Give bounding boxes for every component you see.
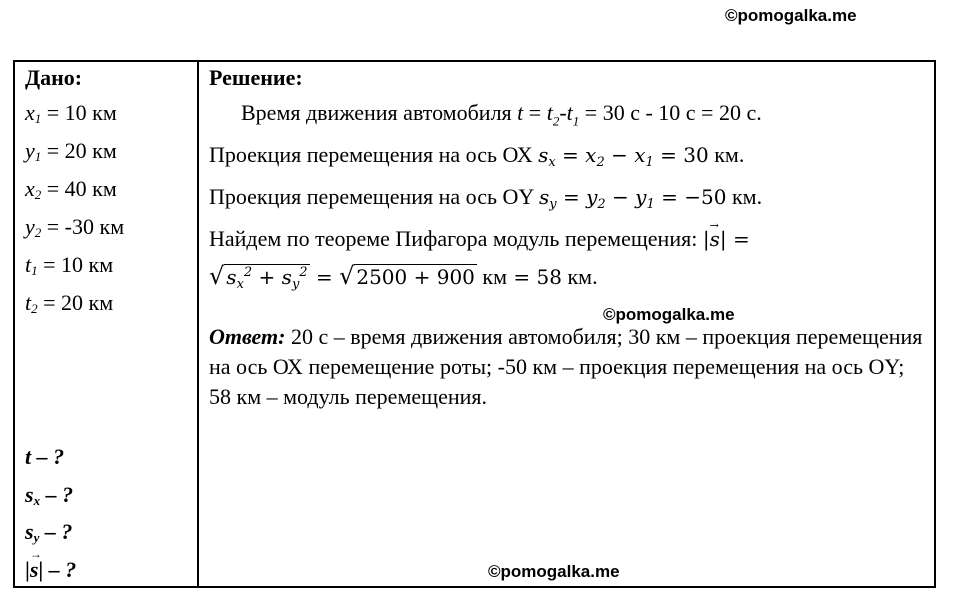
given-t2: $t_2 = 20$ км <box>25 290 114 316</box>
given-y2: $y_2 = -30$ км <box>25 214 125 240</box>
answer-block <box>209 322 929 412</box>
find-t: t – ? <box>25 444 65 469</box>
solution-title: Решение: <box>209 65 303 90</box>
solution-column <box>209 64 929 302</box>
given-t1: $t_1 = 10$ км <box>25 252 114 278</box>
given-y1: $y_1 = 20$ км <box>25 138 117 164</box>
given-x1: $x_1 = 10$ км <box>25 100 117 126</box>
answer-label: Ответ: <box>209 324 286 349</box>
given-title: Дано: <box>25 65 83 90</box>
solution-line-time: Время движения автомобиля $t = t_2-t_1 = 30$ с - 10 с = 20 с. <box>241 100 762 129</box>
given-x2: $x_2 = 40$ км <box>25 176 117 202</box>
watermark-top: ©pomogalka.me <box>725 6 857 25</box>
find-sy: $s_y$ – ? <box>25 519 73 545</box>
solution-line-sx: Проекция перемещения на ось ОХ $s_x = x_2 - x_1 = 30$ км. <box>209 142 745 171</box>
given-column <box>25 64 195 322</box>
solution-line-sy: Проекция перемещения на ось ОY $s_y = y_2 - y_1 = -50$ км. <box>209 184 763 213</box>
watermark-middle: ©pomogalka.me <box>603 305 735 324</box>
answer-text: 20 с – время движения автомобиля; 30 км – проекция перемещения на ось ОХ перемещение роты; -50 км – проекция перемещения на ось ОY; 58 км – модуль перемещения. <box>209 324 923 409</box>
watermark-bottom: ©pomogalka.me <box>488 562 620 581</box>
solution-line-pythagoras: Найдем по теореме Пифагора модуль перемещения: |→ s| = <box>209 222 929 256</box>
solution-line-magnitude: √ $s_x^2 + s_y^2$ = √ 2500 + 900 км = 58 км. <box>209 262 598 293</box>
column-divider <box>197 60 199 588</box>
find-section <box>25 438 195 588</box>
find-sx: $s_x$ – ? <box>25 481 74 508</box>
find-s-magnitude: |→ s| – ? <box>25 551 195 589</box>
